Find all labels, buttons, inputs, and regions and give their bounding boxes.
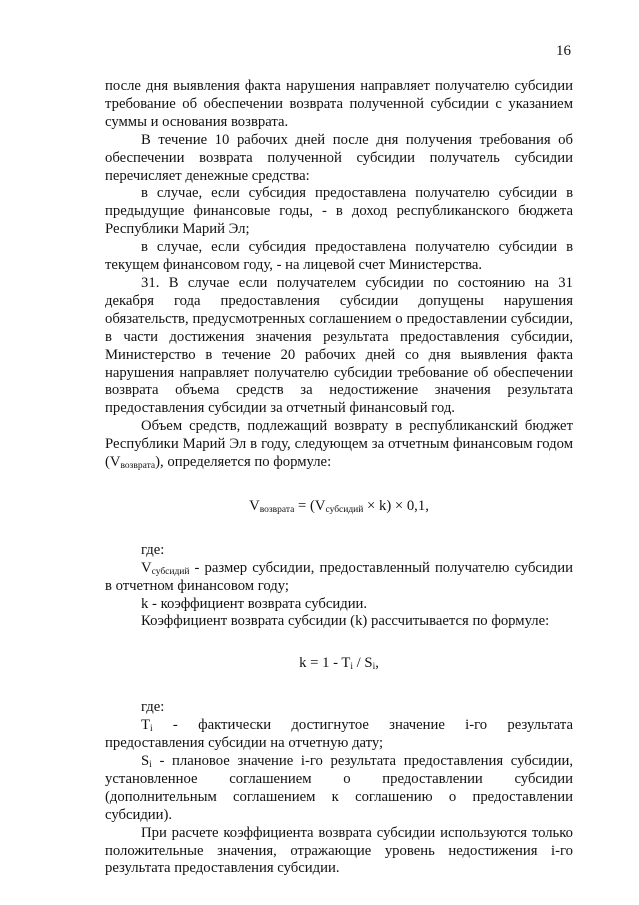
paragraph-31: 31. В случае если получателем субсидии по состоянию на 31 декабря года предоставления субсидии допущены нарушения обязательств, предусмотренных соглашением о предоставлении субсидии, в части достижения значения результата предоставления субсидии, Министерство в течение 20 рабочих дней со дня выявления факта нарушения направляет получателю субсидии требование об обеспечении возврата объема средств за недостижение значения результата предоставления субсидии за отчетный финансовый год. [105, 274, 573, 417]
document-body [105, 0, 573, 878]
text: = (V [294, 497, 326, 514]
paragraph: При расчете коэффициента возврата субсидии используются только положительные значения, отражающие уровень недостижения i-го результата предоставления субсидии. [105, 824, 573, 877]
text: V [141, 559, 152, 576]
subscript: субсидий [325, 504, 364, 515]
definition [105, 717, 573, 753]
paragraph: В течение 10 рабочих дней после дня получения требования об обеспечении возврата полученной субсидии получатель субсидии перечисляет денежные средства: [105, 131, 573, 184]
formula-return-amount [105, 498, 573, 516]
paragraph: в случае, если субсидия предоставлена получателю субсидии в предыдущие финансовые годы, - в доход республиканского бюджета Республики Марий Эл; [105, 185, 573, 238]
text: ), определяется по формуле: [155, 454, 332, 471]
page-number: 16 [556, 43, 571, 59]
subscript: возврата [120, 461, 156, 472]
text: - фактически достигнутое значение i-го результата предоставления субсидии на отчетную дату; [105, 717, 573, 752]
paragraph [105, 418, 573, 472]
text: T [141, 717, 150, 734]
text: , [375, 655, 379, 672]
paragraph: Коэффициент возврата субсидии (k) рассчитывается по формуле: [141, 613, 550, 630]
definition [105, 753, 573, 825]
text: - плановое значение i-го результата предоставления субсидии, установленное соглашением о предоставлении субсидии (дополнительным соглашением к соглашению о предоставлении субсидии). [105, 753, 573, 823]
formula-coefficient [105, 655, 573, 673]
subscript: i [149, 724, 153, 735]
definition: k - коэффициент возврата субсидии. [141, 595, 368, 612]
text: S [141, 753, 150, 769]
text: / S [353, 655, 373, 672]
text: - размер субсидии, предоставленный получателю субсидии в отчетном финансовом году; [105, 559, 573, 594]
text: Объем средств, подлежащий возврату в республиканский бюджет Республики Марий Эл в году, следующем за отчетным финансовым годом (V [105, 418, 573, 471]
definition [105, 560, 573, 596]
text: V [249, 497, 260, 514]
subscript: i [149, 760, 152, 770]
where-label: где: [141, 541, 165, 558]
paragraph: в случае, если субсидия предоставлена получателю субсидии в текущем финансовом году, - на лицевой счет Министерства. [105, 239, 573, 274]
subscript: i [350, 662, 353, 673]
text: k = 1 - T [299, 655, 351, 672]
where-label: где: [141, 699, 165, 716]
paragraph: после дня выявления факта нарушения направляет получателю субсидии требование об обеспечении возврата полученной субсидии с указанием суммы и основания возврата. [105, 78, 573, 130]
text: × k) × 0,1, [363, 497, 429, 514]
subscript: возврата [259, 504, 295, 515]
subscript: субсидий [151, 566, 190, 577]
subscript: i [372, 662, 376, 673]
